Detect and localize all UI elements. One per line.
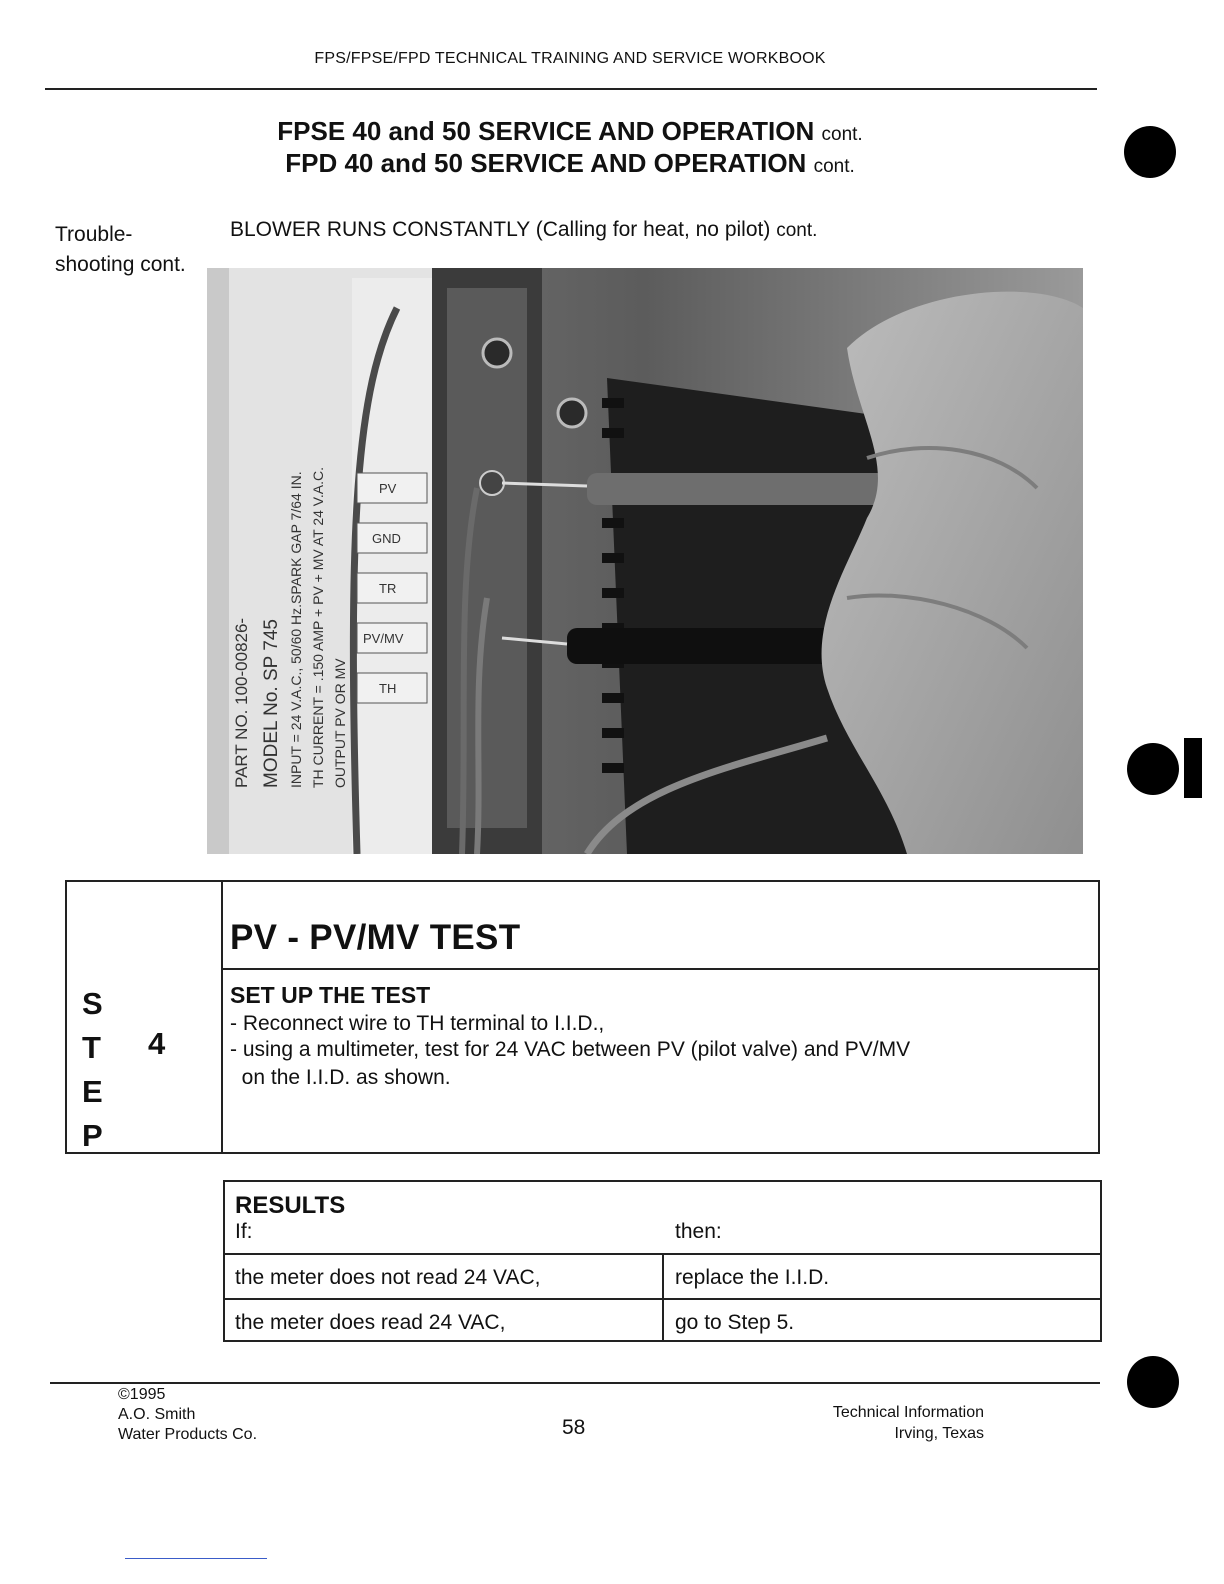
- photo-terminal-pv: PV: [379, 481, 397, 496]
- results-row-2-action: go to Step 5.: [675, 1311, 795, 1334]
- setup-instruction: - Reconnect wire to TH terminal to I.I.D.,: [230, 1012, 605, 1035]
- side-label-line1: Trouble-: [55, 223, 133, 246]
- section-title-fpd-suffix: cont.: [813, 156, 855, 177]
- footer-dept-line1: Technical Information: [832, 1404, 984, 1421]
- symptom-heading: [230, 218, 817, 242]
- results-row-2-condition: the meter does read 24 VAC,: [235, 1311, 506, 1334]
- step-vertical-label: [82, 982, 103, 1158]
- photo-label-output: OUTPUT PV OR MV: [332, 658, 348, 788]
- footer-company-line2: Water Products Co.: [118, 1426, 258, 1443]
- results-then-header: then:: [675, 1220, 722, 1243]
- step-letter: T: [82, 1030, 101, 1065]
- step-letter: P: [82, 1118, 103, 1153]
- results-table-column-divider: [662, 1253, 664, 1342]
- photo-label-input: INPUT = 24 V.A.C., 50/60 Hz.SPARK GAP 7/64 IN.: [288, 471, 304, 788]
- binder-hole-mark-middle: [1127, 743, 1179, 795]
- step-title: PV - PV/MV TEST: [230, 918, 521, 957]
- footer-copyright: ©1995: [118, 1386, 166, 1403]
- section-title-fpse-suffix: cont.: [821, 124, 863, 145]
- footer-company: [118, 1385, 257, 1445]
- photo-terminal-th: TH: [379, 681, 397, 696]
- setup-title: SET UP THE TEST: [230, 982, 431, 1008]
- symptom-heading-main: BLOWER RUNS CONSTANTLY (Calling for heat, no pilot): [230, 218, 771, 241]
- results-title: RESULTS: [235, 1192, 346, 1219]
- section-title-fpd: [0, 148, 1140, 179]
- photo-terminal-tr: TR: [379, 581, 397, 596]
- footer-company-line1: A.O. Smith: [118, 1406, 196, 1423]
- section-title-fpse: [0, 116, 1140, 147]
- results-row-1-condition: the meter does not read 24 VAC,: [235, 1266, 541, 1289]
- scan-artifact-line: [125, 1558, 267, 1559]
- photo-label-current: TH CURRENT = .150 AMP + PV + MV AT 24 V.A.C.: [310, 467, 326, 788]
- symptom-heading-suffix: cont.: [776, 220, 818, 241]
- step-letter: E: [82, 1074, 103, 1109]
- setup-instruction: on the I.I.D. as shown.: [230, 1066, 451, 1089]
- binder-hole-mark-top: [1124, 126, 1176, 178]
- binder-tab-mark: [1184, 738, 1202, 798]
- footer-department: [770, 1402, 984, 1444]
- page-number: 58: [562, 1416, 586, 1439]
- results-if-header: If:: [235, 1220, 253, 1243]
- side-label-line2: shooting cont.: [55, 253, 186, 276]
- header-rule: [45, 88, 1097, 90]
- step-box-vertical-divider: [221, 880, 223, 1154]
- iid-multimeter-photo: [207, 268, 1083, 854]
- footer-dept-line2: Irving, Texas: [894, 1425, 984, 1442]
- photo-label-model: MODEL No. SP 745: [261, 619, 282, 788]
- photo-terminal-gnd: GND: [372, 531, 401, 546]
- step-box-horizontal-divider: [221, 968, 1100, 970]
- step-letter: S: [82, 986, 103, 1021]
- footer-rule: [50, 1382, 1100, 1384]
- troubleshooting-side-label: [55, 220, 186, 280]
- results-row-1-action: replace the I.I.D.: [675, 1266, 830, 1289]
- setup-instruction: - using a multimeter, test for 24 VAC between PV (pilot valve) and PV/MV: [230, 1038, 911, 1061]
- section-title-fpd-main: FPD 40 and 50 SERVICE AND OPERATION: [285, 148, 807, 178]
- photo-label-part-no: PART NO. 100-00826-: [232, 617, 251, 788]
- photo-terminal-pvmv: PV/MV: [363, 631, 404, 646]
- workbook-header: FPS/FPSE/FPD TECHNICAL TRAINING AND SERVICE WORKBOOK: [314, 50, 826, 67]
- step-number: 4: [148, 1026, 166, 1061]
- binder-hole-mark-bottom: [1127, 1356, 1179, 1408]
- section-title-fpse-main: FPSE 40 and 50 SERVICE AND OPERATION: [277, 116, 815, 146]
